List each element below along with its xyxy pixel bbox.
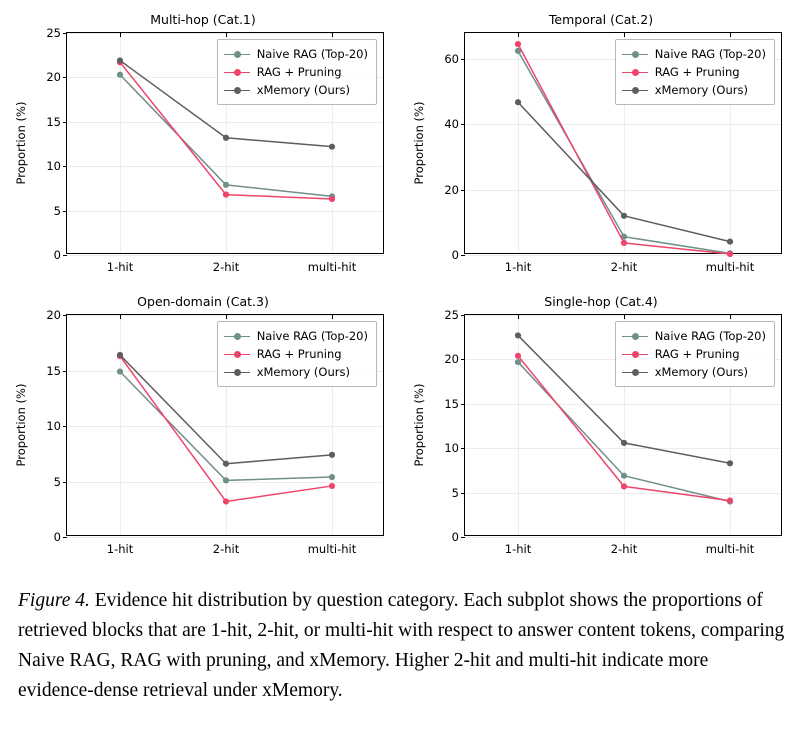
- y-axis-label: [14, 32, 28, 254]
- series-line: [518, 102, 730, 241]
- legend-label: xMemory (Ours): [256, 365, 350, 379]
- y-tick-mark: [63, 255, 67, 256]
- legend-line-icon: [224, 366, 250, 378]
- y-tick-mark: [461, 537, 465, 538]
- x-tick-label: 2-hit: [212, 542, 240, 556]
- legend-line-icon: [622, 66, 648, 78]
- x-tick-label: 1-hit: [106, 260, 134, 274]
- series-marker: [329, 144, 335, 150]
- y-tick-label: 20: [46, 70, 61, 85]
- legend-label: Naive RAG (Top-20): [654, 47, 766, 61]
- legend-line-icon: [622, 348, 648, 360]
- series-marker: [727, 497, 733, 503]
- series-marker: [223, 461, 229, 467]
- series-marker: [515, 359, 521, 365]
- y-tick-label: 25: [46, 26, 61, 40]
- series-marker: [621, 213, 627, 219]
- legend-label: RAG + Pruning: [256, 347, 342, 361]
- y-tick-label: 0: [451, 248, 459, 262]
- legend: [615, 321, 775, 387]
- x-tick-label: 2-hit: [610, 260, 638, 274]
- series-marker: [727, 460, 733, 466]
- series-marker: [727, 239, 733, 245]
- series-marker: [223, 498, 229, 504]
- legend-item: [224, 63, 368, 81]
- series-marker: [117, 57, 123, 63]
- y-tick-label: 60: [444, 52, 459, 67]
- figure-caption-text: Evidence hit distribution by question category. Each subplot shows the proportions of retrieved blocks that are 1-hit, 2-hit, or multi-hit with respect to answer content tokens, comparing Naive RAG, RAG with pruning, and xMemory. Higher 2-hit and multi-hit indicate more evidence-dense retrieval under xMemory.: [18, 590, 785, 701]
- legend-label: xMemory (Ours): [256, 83, 350, 97]
- y-tick-mark: [63, 537, 67, 538]
- legend-line-icon: [224, 66, 250, 78]
- series-marker: [621, 483, 627, 489]
- legend-item: [224, 81, 368, 99]
- legend-label: xMemory (Ours): [654, 365, 748, 379]
- legend-label: RAG + Pruning: [654, 65, 740, 79]
- y-tick-label: 20: [444, 352, 459, 367]
- y-axis-label-text: Proportion (%): [412, 101, 426, 185]
- y-tick-label: 15: [46, 114, 61, 129]
- series-marker: [329, 483, 335, 489]
- plot-area: [444, 32, 782, 274]
- legend-line-icon: [622, 366, 648, 378]
- series-marker: [223, 182, 229, 188]
- series-marker: [515, 41, 521, 47]
- figure-label: Figure 4.: [18, 590, 90, 611]
- legend-line-icon: [622, 330, 648, 342]
- series-marker: [621, 240, 627, 246]
- y-tick-label: 5: [53, 203, 61, 218]
- legend-label: Naive RAG (Top-20): [256, 47, 368, 61]
- chart-panel-4: [406, 286, 796, 568]
- x-tick-label: multi-hit: [705, 260, 755, 274]
- y-tick-label: 5: [53, 474, 61, 489]
- y-axis-label-text: Proportion (%): [14, 101, 28, 185]
- legend-item: [224, 363, 368, 381]
- legend-label: RAG + Pruning: [256, 65, 342, 79]
- y-tick-label: 5: [451, 485, 459, 500]
- legend-item: [622, 81, 766, 99]
- series-marker: [329, 452, 335, 458]
- legend-item: [224, 327, 368, 345]
- y-axis-label: [412, 32, 426, 254]
- series-marker: [329, 196, 335, 202]
- legend-item: [622, 63, 766, 81]
- y-axis-label: [14, 314, 28, 536]
- legend-line-icon: [622, 48, 648, 60]
- series-marker: [117, 352, 123, 358]
- chart-panel-2: [406, 4, 796, 286]
- y-tick-label: 0: [451, 530, 459, 544]
- legend-line-icon: [622, 84, 648, 96]
- series-marker: [515, 332, 521, 338]
- legend-label: xMemory (Ours): [654, 83, 748, 97]
- series-marker: [515, 99, 521, 105]
- y-tick-label: 0: [53, 530, 61, 544]
- series-marker: [329, 474, 335, 480]
- legend-label: Naive RAG (Top-20): [256, 329, 368, 343]
- plot-area: [46, 308, 384, 556]
- series-marker: [223, 192, 229, 198]
- plot-area: [46, 26, 384, 274]
- y-tick-label: 40: [444, 117, 459, 132]
- y-tick-label: 15: [46, 363, 61, 378]
- y-tick-label: 0: [53, 248, 61, 262]
- x-tick-label: multi-hit: [307, 542, 357, 556]
- x-tick-label: multi-hit: [705, 542, 755, 556]
- series-marker: [117, 369, 123, 375]
- plot-area: [444, 308, 782, 556]
- y-axis-label-text: Proportion (%): [412, 383, 426, 467]
- y-tick-label: 10: [46, 159, 61, 174]
- legend-line-icon: [224, 84, 250, 96]
- y-tick-label: 10: [444, 441, 459, 456]
- legend: [217, 321, 377, 387]
- y-axis-label-text: Proportion (%): [14, 383, 28, 467]
- legend-line-icon: [224, 330, 250, 342]
- legend: [615, 39, 775, 105]
- legend-item: [622, 327, 766, 345]
- chart-title: Single-hop (Cat.4): [544, 294, 658, 309]
- figure-caption: [18, 586, 788, 706]
- legend-line-icon: [224, 348, 250, 360]
- legend-line-icon: [224, 48, 250, 60]
- x-tick-label: 2-hit: [212, 260, 240, 274]
- y-tick-label: 10: [46, 419, 61, 433]
- y-axis-label: [412, 314, 426, 536]
- y-tick-label: 20: [46, 308, 61, 322]
- y-tick-label: 20: [444, 182, 459, 197]
- chart-panel-1: [8, 4, 398, 286]
- legend-item: [224, 345, 368, 363]
- series-marker: [223, 477, 229, 483]
- legend-label: Naive RAG (Top-20): [654, 329, 766, 343]
- series-marker: [727, 251, 733, 257]
- x-tick-label: 1-hit: [504, 260, 532, 274]
- chart-title: Temporal (Cat.2): [548, 12, 654, 27]
- series-marker: [515, 353, 521, 359]
- legend-item: [622, 45, 766, 63]
- x-tick-label: 1-hit: [106, 542, 134, 556]
- y-tick-label: 15: [444, 396, 459, 411]
- x-tick-label: multi-hit: [307, 260, 357, 274]
- legend-item: [622, 345, 766, 363]
- legend-item: [224, 45, 368, 63]
- legend-item: [622, 363, 766, 381]
- chart-title: Multi-hop (Cat.1): [150, 12, 256, 27]
- chart-panel-3: [8, 286, 398, 568]
- x-tick-label: 2-hit: [610, 542, 638, 556]
- y-tick-label: 25: [444, 308, 459, 322]
- series-marker: [621, 440, 627, 446]
- x-tick-label: 1-hit: [504, 542, 532, 556]
- legend-label: RAG + Pruning: [654, 347, 740, 361]
- legend: [217, 39, 377, 105]
- chart-title: Open-domain (Cat.3): [137, 294, 269, 309]
- series-marker: [117, 72, 123, 78]
- y-tick-mark: [461, 255, 465, 256]
- series-marker: [621, 473, 627, 479]
- series-marker: [223, 135, 229, 141]
